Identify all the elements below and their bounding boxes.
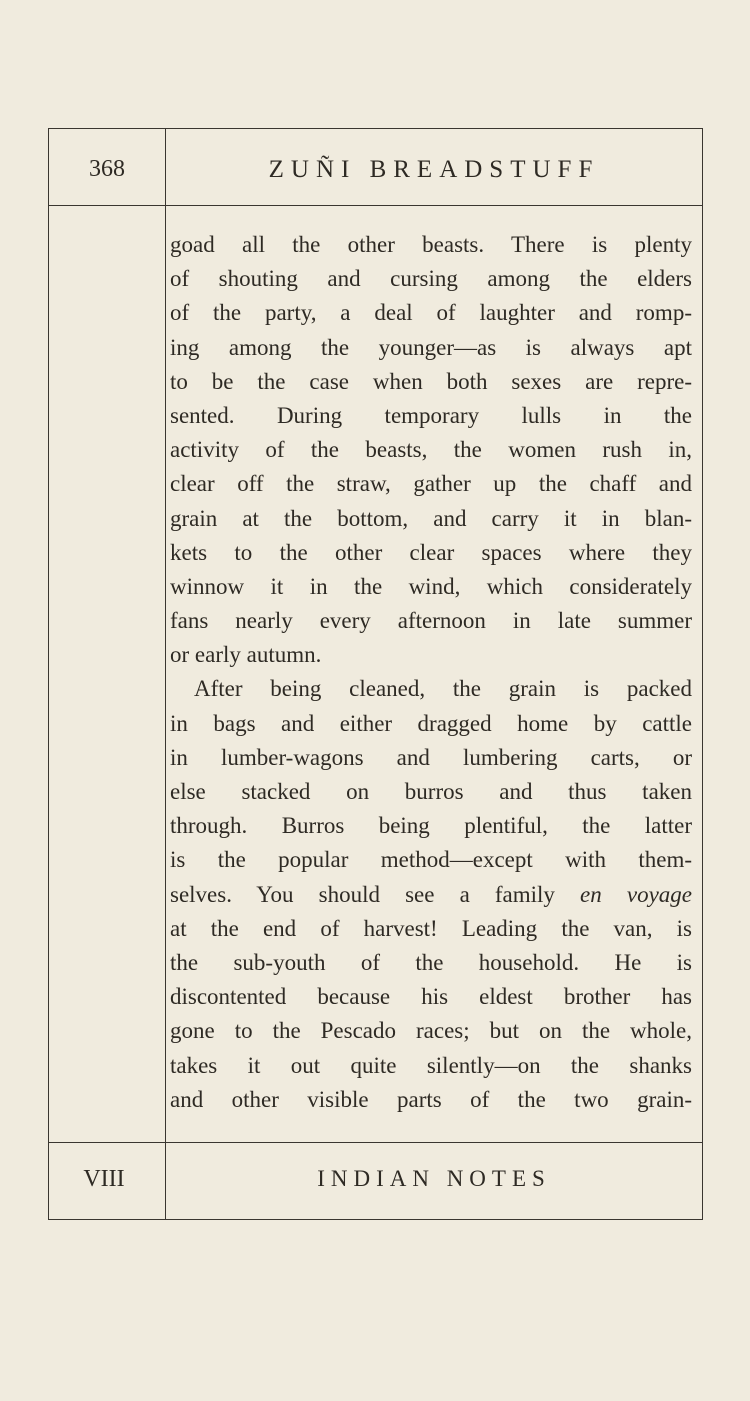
text-line bbox=[170, 604, 692, 638]
text-line bbox=[170, 296, 692, 330]
text-line bbox=[170, 707, 692, 741]
text-line-content: activity of the beasts, the women rush in, bbox=[170, 437, 692, 463]
text-line-content: discontented because his eldest brother has bbox=[170, 984, 692, 1010]
text-line-content: of the party, a deal of laughter and romp- bbox=[170, 300, 692, 326]
text-line-content: in bags and either dragged home by cattle bbox=[170, 710, 692, 736]
text-line-content: through. Burros being plentiful, the latter bbox=[170, 813, 692, 839]
text-line-content: clear off the straw, gather up the chaff and bbox=[170, 471, 692, 497]
volume-number: VIII bbox=[83, 1166, 125, 1192]
text-line bbox=[170, 638, 692, 672]
series-title: INDIAN NOTES bbox=[317, 1166, 551, 1191]
text-line bbox=[170, 467, 692, 501]
text-line bbox=[170, 365, 692, 399]
text-line bbox=[170, 946, 692, 980]
text-line bbox=[170, 741, 692, 775]
text-line-content: takes it out quite silently—on the shanks bbox=[170, 1052, 692, 1078]
text-line bbox=[170, 536, 692, 570]
text-line bbox=[170, 262, 692, 296]
text-line bbox=[170, 1014, 692, 1048]
text-line bbox=[170, 331, 692, 365]
text-line-content: else stacked on burros and thus taken bbox=[170, 779, 692, 804]
text-line-content: grain at the bottom, and carry it in blan- bbox=[170, 505, 692, 531]
text-line bbox=[170, 672, 692, 706]
text-line bbox=[170, 228, 692, 262]
text-line bbox=[170, 399, 692, 433]
text-line-content: in lumber-wagons and lumbering carts, or bbox=[170, 744, 692, 770]
text-line-content: goad all the other beasts. There is plenty bbox=[170, 232, 692, 257]
text-line-content: After being cleaned, the grain is packed bbox=[194, 676, 692, 702]
text-line-content: or early autumn. bbox=[170, 642, 322, 668]
text-line bbox=[170, 809, 692, 843]
text-line-content: winnow it in the wind, which considerately bbox=[170, 573, 692, 599]
running-title: ZUÑI BREADSTUFF bbox=[268, 156, 600, 183]
text-line bbox=[170, 775, 692, 809]
text-line bbox=[170, 843, 692, 877]
margin-column-rule bbox=[165, 129, 166, 1219]
text-line-content: of shouting and cursing among the elders bbox=[170, 266, 692, 292]
text-line-content: sented. During temporary lulls in the bbox=[170, 402, 692, 428]
text-line-content: gone to the Pescado races; but on the whole, bbox=[170, 1018, 692, 1044]
text-line bbox=[170, 980, 692, 1014]
text-line-content: the sub-youth of the household. He is bbox=[170, 949, 692, 975]
text-line-content: selves. You should see a family bbox=[170, 881, 581, 907]
text-line bbox=[170, 912, 692, 946]
body-text bbox=[170, 228, 692, 1117]
text-line-content: kets to the other clear spaces where they bbox=[170, 539, 692, 565]
text-line bbox=[170, 502, 692, 536]
text-line-content: ing among the younger—as is always apt bbox=[170, 334, 692, 360]
text-line bbox=[170, 878, 692, 912]
text-line-content: at the end of harvest! Leading the van, is bbox=[170, 915, 692, 941]
text-line bbox=[170, 570, 692, 604]
italic-phrase: en voyage bbox=[580, 881, 692, 907]
text-line-content: fans nearly every afternoon in late summer bbox=[170, 608, 692, 634]
text-line-content: and other visible parts of the two grain- bbox=[170, 1086, 692, 1112]
text-line-content: is the popular method—except with them- bbox=[170, 847, 692, 873]
text-line bbox=[170, 1049, 692, 1083]
page-number: 368 bbox=[89, 156, 125, 182]
text-line bbox=[170, 1083, 692, 1117]
text-line-content: to be the case when both sexes are repre- bbox=[170, 368, 692, 394]
text-line bbox=[170, 433, 692, 467]
